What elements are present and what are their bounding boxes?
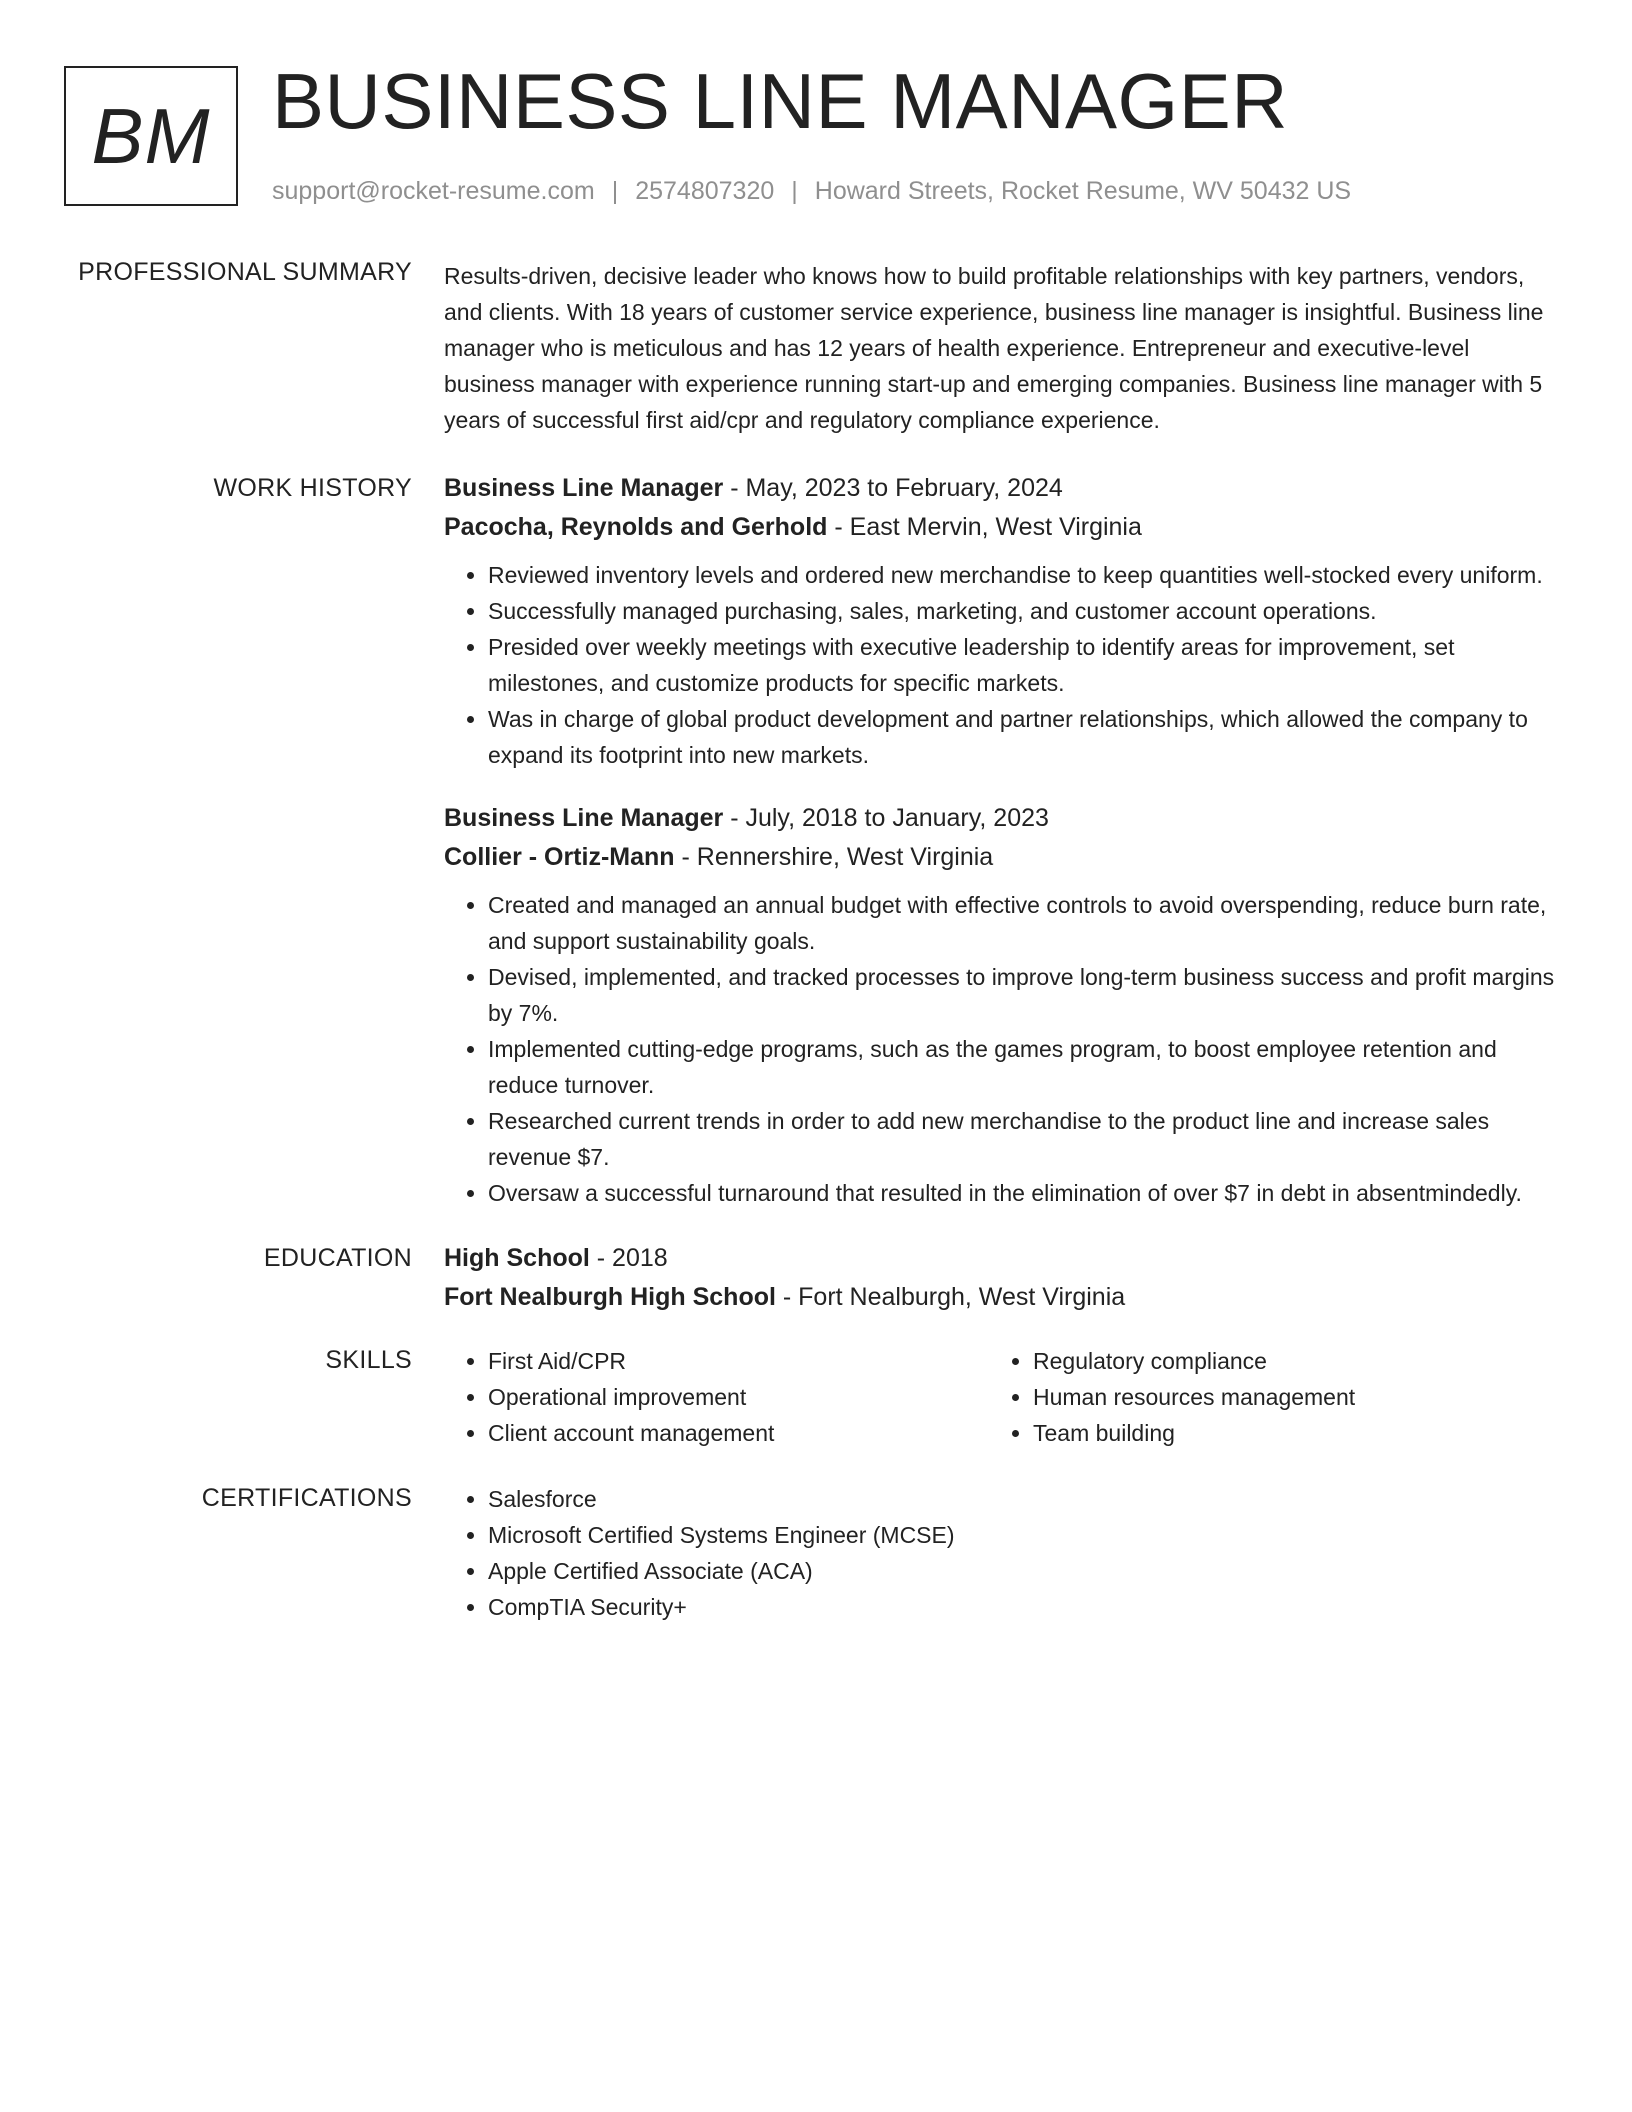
skills-body bbox=[444, 1343, 1560, 1451]
job-company-line bbox=[444, 838, 1560, 877]
job-company-line bbox=[444, 508, 1560, 547]
work-history-heading: WORK HISTORY bbox=[213, 474, 412, 502]
certifications-list bbox=[444, 1481, 1560, 1625]
education-heading: EDUCATION bbox=[263, 1244, 412, 1272]
job-bullets bbox=[444, 557, 1560, 773]
summary-section bbox=[0, 258, 1632, 438]
job-bullet: • Implemented cutting-edge programs, such as the games program, to boost employee retention and reduce turnover. bbox=[488, 1031, 1560, 1103]
job-title-line bbox=[444, 799, 1560, 838]
certification-item: • Apple Certified Associate (ACA) bbox=[488, 1553, 1560, 1589]
skill-item: • Team building bbox=[1033, 1415, 1534, 1451]
job-bullets bbox=[444, 887, 1560, 1211]
job-bullet: • Researched current trends in order to add new merchandise to the product line and increase sales revenue $7. bbox=[488, 1103, 1560, 1175]
skill-item: • Client account management bbox=[488, 1415, 989, 1451]
summary-text: Results-driven, decisive leader who knows how to build profitable relationships with key partners, vendors, and clients. With 18 years of customer service experience, business line manager is insightful. Business line manager who is meticulous and has 12 years of health experience. Entrepreneur and executive-level business manager with experience running start-up and emerging companies. Business line manager with 5 years of successful first aid/cpr and regulatory compliance experience. bbox=[444, 263, 1544, 433]
certifications-body bbox=[444, 1481, 1560, 1625]
job-bullet: • Created and managed an annual budget with effective controls to avoid overspending, reduce burn rate, and support sustainability goals. bbox=[488, 887, 1560, 959]
job-location: - Rennershire, West Virginia bbox=[674, 843, 994, 871]
job-title-line bbox=[444, 469, 1560, 508]
education-section bbox=[0, 1239, 1632, 1317]
contact-separator: | bbox=[791, 177, 798, 205]
skill-item: • Operational improvement bbox=[488, 1379, 989, 1415]
contact-separator: | bbox=[611, 177, 619, 205]
job-title: Business Line Manager bbox=[444, 474, 724, 502]
job-dates: - May, 2023 to February, 2024 bbox=[723, 474, 1063, 502]
certifications-section bbox=[0, 1481, 1632, 1625]
education-school: Fort Nealburgh High School bbox=[444, 1283, 776, 1311]
certification-item: • Microsoft Certified Systems Engineer (MCSE) bbox=[488, 1517, 1560, 1553]
job-bullet: • Oversaw a successful turnaround that resulted in the elimination of over $7 in debt in absentmindedly. bbox=[488, 1175, 1560, 1211]
education-school-line bbox=[444, 1278, 1560, 1317]
education-location: - Fort Nealburgh, West Virginia bbox=[775, 1283, 1126, 1311]
job-dates: - July, 2018 to January, 2023 bbox=[723, 804, 1049, 832]
skills-list-left bbox=[444, 1343, 989, 1451]
skills-list-right bbox=[989, 1343, 1534, 1451]
job-bullet: • Devised, implemented, and tracked processes to improve long-term business success and profit margins by 7%. bbox=[488, 959, 1560, 1031]
education-year: - 2018 bbox=[589, 1244, 668, 1272]
education-degree: High School bbox=[444, 1244, 590, 1272]
job-bullet: • Reviewed inventory levels and ordered new merchandise to keep quantities well-stocked every uniform. bbox=[488, 557, 1560, 593]
job-title: Business Line Manager bbox=[444, 804, 724, 832]
job-bullet: • Was in charge of global product development and partner relationships, which allowed the company to expand its footprint into new markets. bbox=[488, 701, 1560, 773]
job-entry bbox=[444, 799, 1560, 1211]
certification-item: • CompTIA Security+ bbox=[488, 1589, 1560, 1625]
contact-line bbox=[272, 175, 1351, 207]
skill-item: • First Aid/CPR bbox=[488, 1343, 989, 1379]
work-history-section bbox=[0, 469, 1632, 1211]
monogram-initials: BM bbox=[91, 91, 211, 180]
education-degree-line bbox=[444, 1239, 1560, 1278]
summary-heading: PROFESSIONAL SUMMARY bbox=[78, 258, 412, 286]
resume-title: BUSINESS LINE MANAGER bbox=[272, 57, 1289, 145]
certifications-heading: CERTIFICATIONS bbox=[201, 1484, 412, 1512]
contact-email: support@rocket-resume.com bbox=[272, 177, 595, 205]
contact-phone: 2574807320 bbox=[635, 177, 775, 205]
skills-grid bbox=[444, 1343, 1560, 1451]
skills-heading: SKILLS bbox=[325, 1346, 412, 1374]
summary-body bbox=[444, 258, 1560, 438]
contact-address: Howard Streets, Rocket Resume, WV 50432 US bbox=[814, 177, 1352, 205]
skills-section bbox=[0, 1343, 1632, 1451]
work-history-body bbox=[444, 469, 1560, 1211]
resume-content bbox=[0, 258, 1632, 1625]
job-entry bbox=[444, 469, 1560, 773]
job-bullet: • Presided over weekly meetings with executive leadership to identify areas for improvement, set milestones, and customize products for specific markets. bbox=[488, 629, 1560, 701]
monogram-box bbox=[64, 66, 238, 206]
skill-item: • Human resources management bbox=[1033, 1379, 1534, 1415]
certification-item: • Salesforce bbox=[488, 1481, 1560, 1517]
job-company: Collier - Ortiz-Mann bbox=[444, 843, 675, 871]
education-body bbox=[444, 1239, 1560, 1317]
job-company: Pacocha, Reynolds and Gerhold bbox=[444, 513, 828, 541]
job-bullet: • Successfully managed purchasing, sales, marketing, and customer account operations. bbox=[488, 593, 1560, 629]
skill-item: • Regulatory compliance bbox=[1033, 1343, 1534, 1379]
job-location: - East Mervin, West Virginia bbox=[827, 513, 1142, 541]
